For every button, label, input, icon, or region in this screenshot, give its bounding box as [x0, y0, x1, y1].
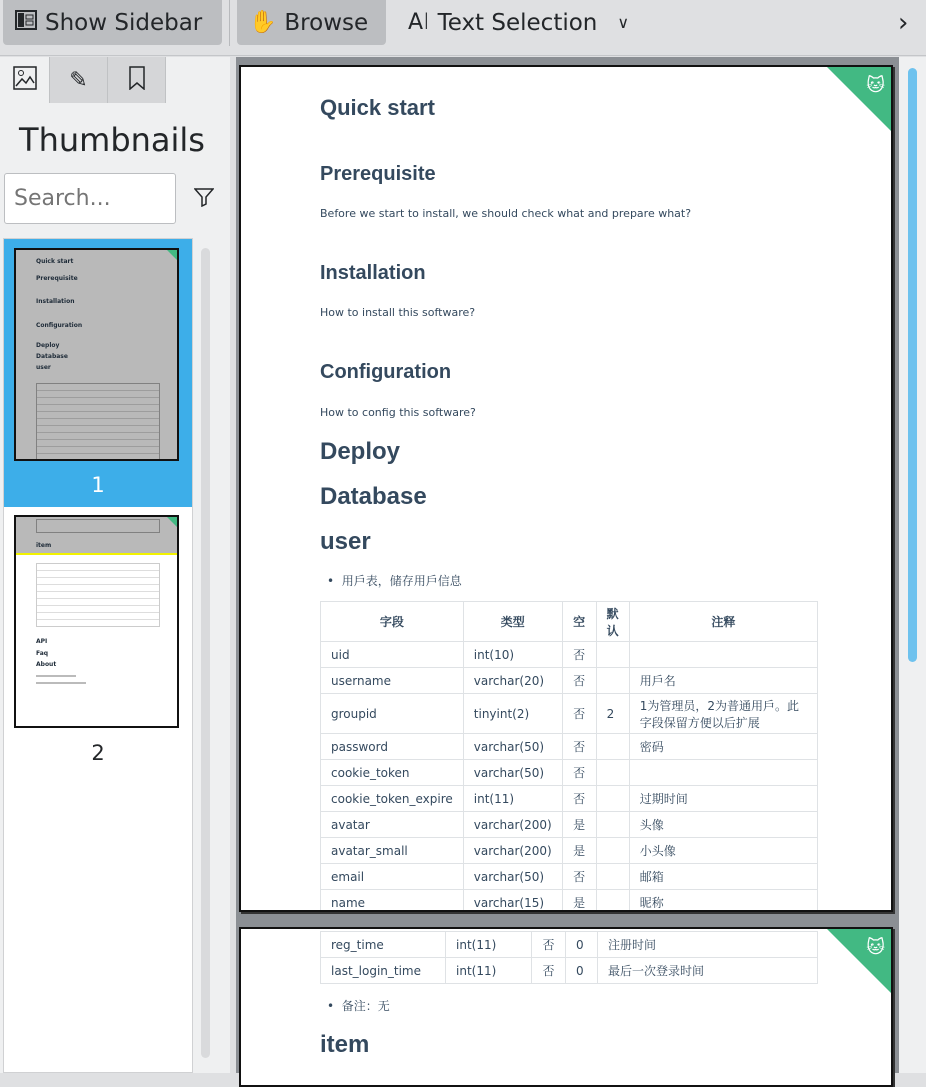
table-row	[321, 958, 818, 984]
table-row	[321, 838, 818, 864]
toolbar-overflow-chevron-right-icon[interactable]: ›	[898, 7, 909, 38]
table-cell: varchar(20)	[463, 668, 562, 694]
table-cell: username	[321, 668, 464, 694]
table-row	[321, 812, 818, 838]
sidebar-scrollbar[interactable]	[201, 248, 210, 1058]
table-cell: 否	[562, 786, 596, 812]
table-cell: varchar(200)	[463, 838, 562, 864]
table-cell	[596, 642, 629, 668]
table-cell: 默认	[596, 602, 629, 642]
table-cell: 否	[562, 760, 596, 786]
bookmark-icon	[129, 66, 145, 94]
thumb-heading: Database	[36, 353, 68, 360]
table-cell: groupid	[321, 694, 464, 734]
thumb-heading: Prerequisite	[36, 275, 78, 282]
image-icon	[13, 66, 37, 94]
table-cell: 字段	[321, 602, 464, 642]
search-input[interactable]	[4, 173, 176, 224]
table-row	[321, 890, 818, 913]
table-cell: 类型	[463, 602, 562, 642]
table-cell	[596, 668, 629, 694]
table-cell	[596, 786, 629, 812]
hand-icon: ✋	[249, 10, 277, 35]
thumb-heading: API	[36, 638, 48, 645]
table-cell: 否	[562, 864, 596, 890]
table-cell: name	[321, 890, 464, 913]
thumbnail-page-1[interactable]	[4, 239, 192, 507]
table-cell: 否	[562, 668, 596, 694]
github-cat-icon[interactable]: 🐱	[866, 937, 885, 958]
section-heading: Installation	[320, 262, 426, 284]
table-cell	[629, 760, 817, 786]
tab-bookmarks[interactable]	[108, 57, 166, 103]
thumbnail-image	[14, 515, 179, 728]
table-cell: 最后一次登录时间	[598, 958, 818, 984]
table-row	[321, 864, 818, 890]
table-cell	[596, 734, 629, 760]
table-cell: 0	[566, 932, 598, 958]
table-cell: varchar(200)	[463, 812, 562, 838]
section-text: How to install this software?	[320, 306, 476, 319]
thumbnail-list	[3, 238, 193, 1073]
section-text: Before we start to install, we should check what and prepare what?	[320, 207, 692, 220]
toolbar	[0, 0, 926, 56]
user-table	[320, 601, 818, 912]
browse-label: Browse	[284, 9, 369, 36]
table-cell: 头像	[629, 812, 817, 838]
sidebar-icon	[15, 10, 37, 36]
text-cursor-icon: AI	[408, 10, 430, 35]
page-1	[239, 65, 893, 912]
table-cell: uid	[321, 642, 464, 668]
thumb-heading: item	[36, 542, 52, 549]
table-cell	[596, 760, 629, 786]
table-cell: 是	[562, 838, 596, 864]
document-view	[236, 57, 926, 1073]
table-cell: avatar	[321, 812, 464, 838]
table-cell: cookie_token_expire	[321, 786, 464, 812]
table-cell: varchar(50)	[463, 734, 562, 760]
table-row	[321, 786, 818, 812]
bullet-text: 用戶表，储存用戶信息	[341, 574, 462, 588]
table-cell	[596, 812, 629, 838]
page-2	[239, 927, 893, 1087]
browse-button[interactable]	[237, 0, 386, 45]
table-cell: int(11)	[446, 958, 532, 984]
thumb-table	[36, 563, 160, 627]
table-cell: 用戶名	[629, 668, 817, 694]
table-cell: int(11)	[463, 786, 562, 812]
section-text: How to config this software?	[320, 406, 476, 419]
thumb-heading: Installation	[36, 298, 75, 305]
sidebar	[0, 57, 230, 1073]
tab-thumbnails[interactable]	[0, 57, 50, 103]
table-cell: 密码	[629, 734, 817, 760]
table-cell	[596, 864, 629, 890]
table-cell: 空	[562, 602, 596, 642]
github-cat-icon[interactable]: 🐱	[866, 75, 885, 96]
show-sidebar-button[interactable]	[3, 0, 222, 45]
table-cell: 是	[562, 812, 596, 838]
table-cell: varchar(50)	[463, 864, 562, 890]
table-cell: last_login_time	[321, 958, 446, 984]
table-cell: cookie_token	[321, 760, 464, 786]
thumb-heading: Deploy	[36, 342, 60, 349]
thumbnail-page-number: 1	[91, 473, 105, 497]
table-cell: 昵称	[629, 890, 817, 913]
table-cell: 小头像	[629, 838, 817, 864]
text-selection-label: Text Selection	[437, 9, 598, 36]
table-cell: varchar(50)	[463, 760, 562, 786]
table-cell: 否	[532, 958, 566, 984]
thumb-heading: Faq	[36, 650, 49, 657]
thumb-heading: Configuration	[36, 322, 83, 329]
table-cell: varchar(15)	[463, 890, 562, 913]
visible-area-highlight	[14, 515, 179, 555]
table-cell: int(11)	[446, 932, 532, 958]
table-cell: 注释	[629, 602, 817, 642]
section-heading: item	[320, 1031, 370, 1058]
table-row	[321, 694, 818, 734]
table-cell: 否	[562, 642, 596, 668]
toolbar-separator	[229, 0, 230, 46]
chevron-down-icon[interactable]: ∨	[617, 13, 630, 32]
table-row	[321, 932, 818, 958]
table-cell: avatar_small	[321, 838, 464, 864]
table-cell: tinyint(2)	[463, 694, 562, 734]
filter-icon[interactable]	[194, 187, 214, 211]
bullet-text: 备注：无	[341, 999, 390, 1013]
thumb-heading: Quick start	[36, 258, 74, 265]
thumbnail-page-number: 2	[91, 741, 105, 765]
thumbnail-image	[14, 248, 179, 461]
section-heading: Deploy	[320, 438, 401, 465]
table-row	[321, 642, 818, 668]
table-cell: 2	[596, 694, 629, 734]
table-cell: 邮箱	[629, 864, 817, 890]
user-table-continued	[320, 931, 818, 984]
section-heading: Configuration	[320, 361, 452, 383]
table-cell: 过期时间	[629, 786, 817, 812]
scrollbar-thumb[interactable]	[908, 68, 917, 662]
table-cell: 否	[532, 932, 566, 958]
thumb-heading: user	[36, 364, 51, 371]
table-cell	[596, 890, 629, 913]
section-heading: Database	[320, 483, 427, 510]
table-cell: 0	[566, 958, 598, 984]
thumb-heading: About	[36, 661, 57, 668]
thumbnail-page-2[interactable]	[4, 507, 192, 777]
text-selection-button[interactable]	[396, 0, 641, 45]
table-row	[321, 668, 818, 694]
table-cell: email	[321, 864, 464, 890]
section-heading: Prerequisite	[320, 163, 436, 185]
document-scrollbar[interactable]	[899, 57, 926, 1073]
pen-icon: ✎	[69, 67, 88, 93]
page-title: Quick start	[320, 95, 435, 120]
table-cell	[596, 838, 629, 864]
section-heading: user	[320, 528, 371, 555]
table-cell: 否	[562, 694, 596, 734]
table-cell: int(10)	[463, 642, 562, 668]
table-cell: password	[321, 734, 464, 760]
table-cell: 1为管理员，2为普通用戶。此字段保留方便以后扩展	[629, 694, 817, 734]
table-cell: 否	[562, 734, 596, 760]
table-cell: 注册时间	[598, 932, 818, 958]
bullet-item: • 备注：无	[327, 999, 390, 1013]
table-cell: reg_time	[321, 932, 446, 958]
bullet-item: • 用戶表，储存用戶信息	[327, 574, 462, 588]
sidebar-title: Thumbnails	[19, 121, 205, 159]
table-row	[321, 734, 818, 760]
tab-annotations[interactable]	[50, 57, 108, 103]
table-row	[321, 760, 818, 786]
table-cell	[629, 642, 817, 668]
table-cell: 是	[562, 890, 596, 913]
show-sidebar-label: Show Sidebar	[45, 9, 203, 36]
